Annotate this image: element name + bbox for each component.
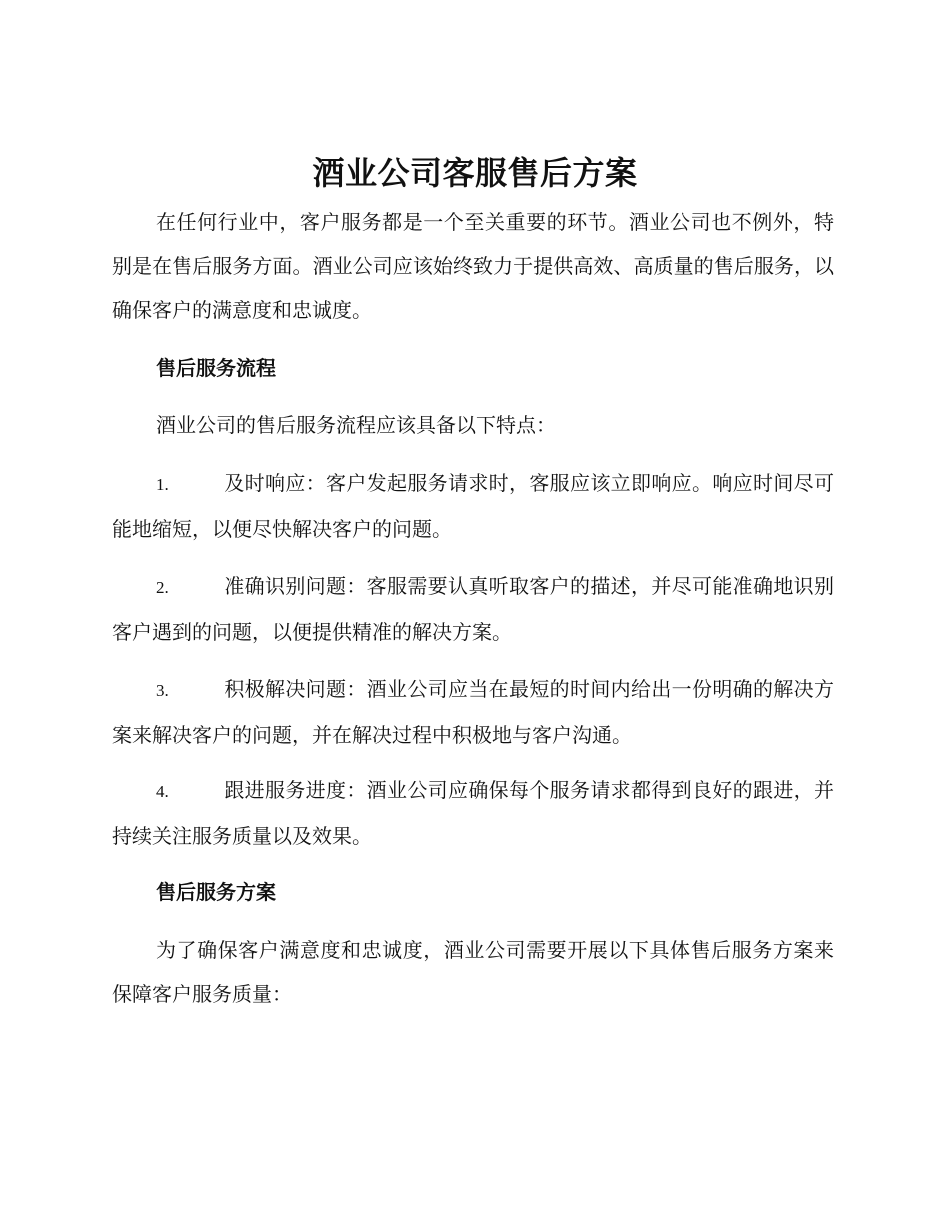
list-item-text: 及时响应：客户发起服务请求时，客服应该立即响应。响应时间尽可能地缩短，以便尽快解决客户的问题。 <box>112 471 834 541</box>
section-heading-process: 售后服务流程 <box>156 356 276 380</box>
list-item-text: 积极解决问题：酒业公司应当在最短的时间内给出一份明确的解决方案来解决客户的问题，并在解决过程中积极地与客户沟通。 <box>112 677 834 747</box>
list-item <box>112 564 834 654</box>
list-item-number: 1. <box>156 475 169 494</box>
intro-paragraph: 在任何行业中，客户服务都是一个至关重要的环节。酒业公司也不例外，特别是在售后服务方面。酒业公司应该始终致力于提供高效、高质量的售后服务，以确保客户的满意度和忠诚度。 <box>112 210 834 322</box>
list-item-number: 3. <box>156 681 169 700</box>
list-item <box>112 768 834 858</box>
list-item <box>112 461 834 551</box>
list-item-number: 4. <box>156 782 169 801</box>
document-title: 酒业公司客服售后方案 <box>312 154 638 192</box>
list-item-text: 准确识别问题：客服需要认真听取客户的描述，并尽可能准确地识别客户遇到的问题，以便提供精准的解决方案。 <box>112 574 834 644</box>
list-item <box>112 667 834 757</box>
section-lead-plan: 为了确保客户满意度和忠诚度，酒业公司需要开展以下具体售后服务方案来保障客户服务质量： <box>112 938 834 1006</box>
section-heading-plan: 售后服务方案 <box>156 880 276 904</box>
section-lead-process: 酒业公司的售后服务流程应该具备以下特点： <box>156 413 556 437</box>
list-item-number: 2. <box>156 578 169 597</box>
list-item-text: 跟进服务进度：酒业公司应确保每个服务请求都得到良好的跟进，并持续关注服务质量以及效果。 <box>112 778 834 848</box>
